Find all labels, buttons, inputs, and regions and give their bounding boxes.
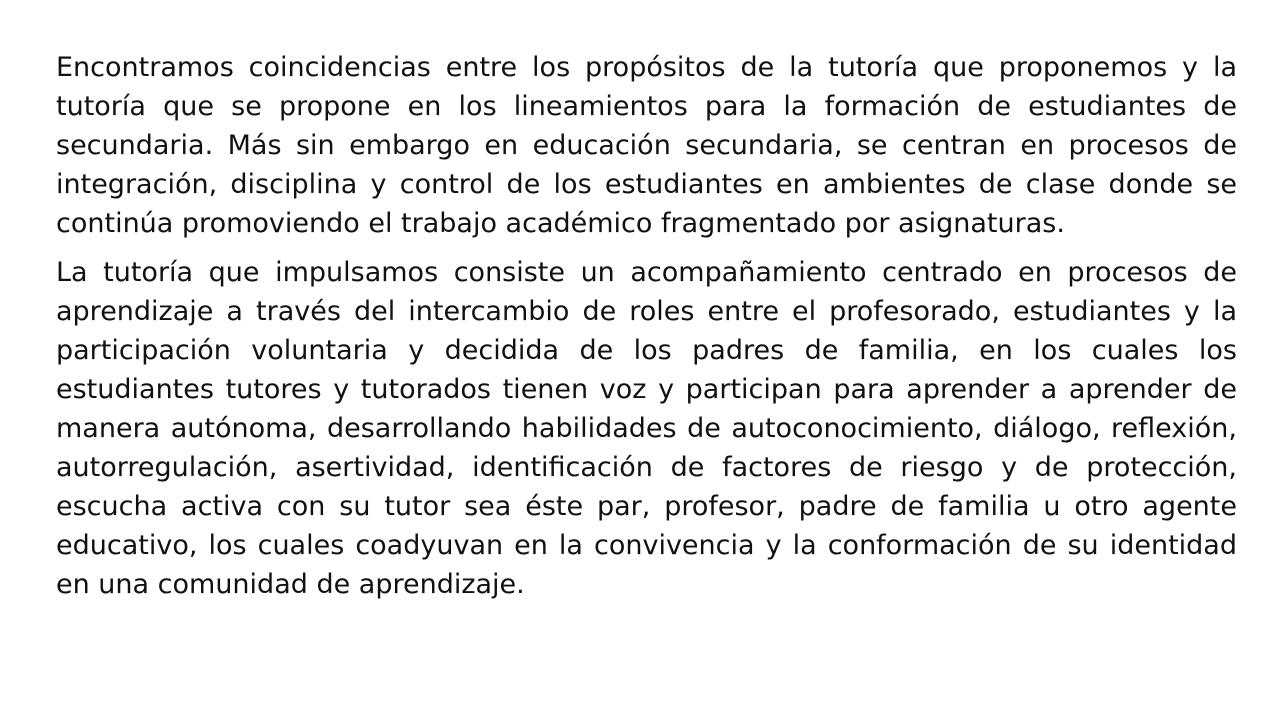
paragraph-1: Encontramos coincidencias entre los propósitos de la tutoría que proponemos y la tutoría que se propone en los lineamientos para la formación de estudiantes de secundaria. Más sin embargo en educación secundaria, se centran en procesos de integración, disciplina y control de los estudiantes en ambientes de clase donde se continúa promoviendo el trabajo académico fragmentado por asignaturas. xyxy=(56,52,1237,239)
slide-body xyxy=(56,48,1237,604)
paragraph-2: La tutoría que impulsamos consiste un acompañamiento centrado en procesos de aprendizaje a través del intercambio de roles entre el profesorado, estudiantes y la participación voluntaria y decidida de los padres de familia, en los cuales los estudiantes tutores y tutorados tienen voz y participan para aprender a aprender de manera autónoma, desarrollando habilidades de autoconocimiento, diálogo, reflexión, autorregulación, asertividad, identificación de factores de riesgo y de protección, escucha activa con su tutor sea éste par, profesor, padre de familia u otro agente educativo, los cuales coadyuvan en la convivencia y la conformación de su identidad en una comunidad de aprendizaje. xyxy=(56,257,1237,600)
